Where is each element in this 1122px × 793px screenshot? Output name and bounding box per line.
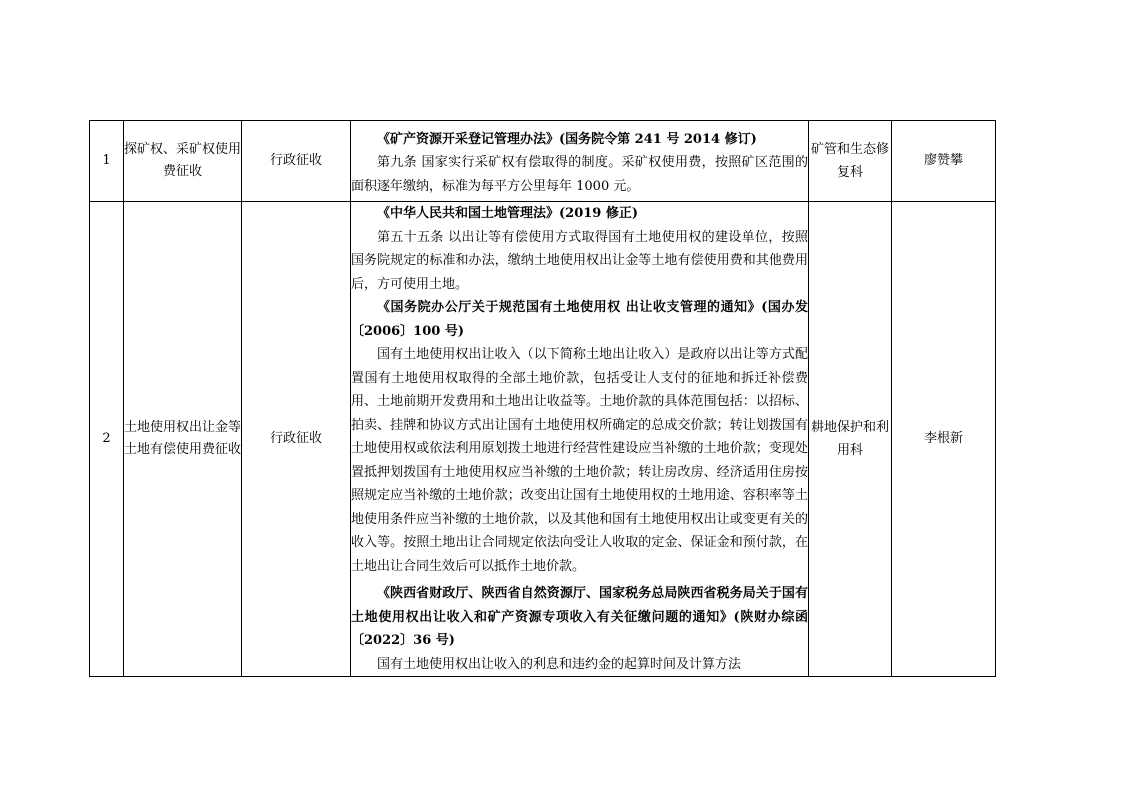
law-title: 《国务院办公厅关于规范国有土地使用权 出让收支管理的通知》(国办发〔2006〕100 号) (351, 300, 808, 339)
law-title: 《矿产资源开采登记管理办法》(国务院令第 241 号 2014 修订) (377, 131, 757, 147)
responsible-person: 廖赞攀 (892, 121, 996, 202)
item-type: 行政征收 (242, 121, 351, 202)
table-row (90, 202, 996, 677)
law-title: 《陕西省财政厅、陕西省自然资源厅、国家税务总局陕西省税务局关于国有土地使用权出让收入和矿产资源专项收入有关征缴问题的通知》(陕财办综函〔2022〕36 号) (351, 586, 808, 648)
law-paragraph: 第五十五条 以出让等有偿使用方式取得国有土地使用权的建设单位，按照国务院规定的标准和办法，缴纳土地使用权出让金等土地有偿使用费和其他费用后，方可使用土地。 (351, 229, 808, 292)
legal-basis (351, 202, 809, 677)
row-number: 1 (90, 121, 124, 202)
law-paragraph: 国有土地使用权出让收入（以下简称土地出让收入）是政府以出让等方式配置国有土地使用权取得的全部土地价款，包括受让人支付的征地和拆迁补偿费用、土地前期开发费用和土地出让收益等。土地价款的具体范围包括：以招标、拍卖、挂牌和协议方式出让国有土地使用权所确定的总成交价款；转让划拨国有土地使用权或依法利用原划拨土地进行经营性建设应当补缴的土地价款；变现处置抵押划拨国有土地使用权应当补缴的土地价款；转让房改房、经济适用住房按照规定应当补缴的土地价款；改变出让国有土地使用权的土地用途、容积率等土地使用条件应当补缴的土地价款，以及其他和国有土地使用权出让或变更有关的收入等。按照土地出让合同规定依法向受让人收取的定金、保证金和预付款，在土地出让合同生效后可以抵作土地价款。 (351, 347, 808, 574)
item-name: 探矿权、采矿权使用费征收 (124, 121, 242, 202)
row-number: 2 (90, 202, 124, 677)
matters-table (89, 120, 996, 677)
item-type: 行政征收 (242, 202, 351, 677)
law-title: 《中华人民共和国土地管理法》(2019 修正) (377, 206, 639, 221)
responsible-department: 耕地保护和利用科 (809, 202, 892, 677)
table-row (90, 121, 996, 202)
law-paragraph: 第九条 国家实行采矿权有偿取得的制度。采矿权使用费，按照矿区范围的面积逐年缴纳，标准为每平方公里每年 1000 元。 (351, 155, 808, 194)
item-name: 土地使用权出让金等土地有偿使用费征收 (124, 202, 242, 677)
law-paragraph: 国有土地使用权出让收入的利息和违约金的起算时间及计算方法 (377, 656, 742, 672)
responsible-person: 李根新 (892, 202, 996, 677)
responsible-department: 矿管和生态修复科 (809, 121, 892, 202)
legal-basis (351, 121, 809, 202)
